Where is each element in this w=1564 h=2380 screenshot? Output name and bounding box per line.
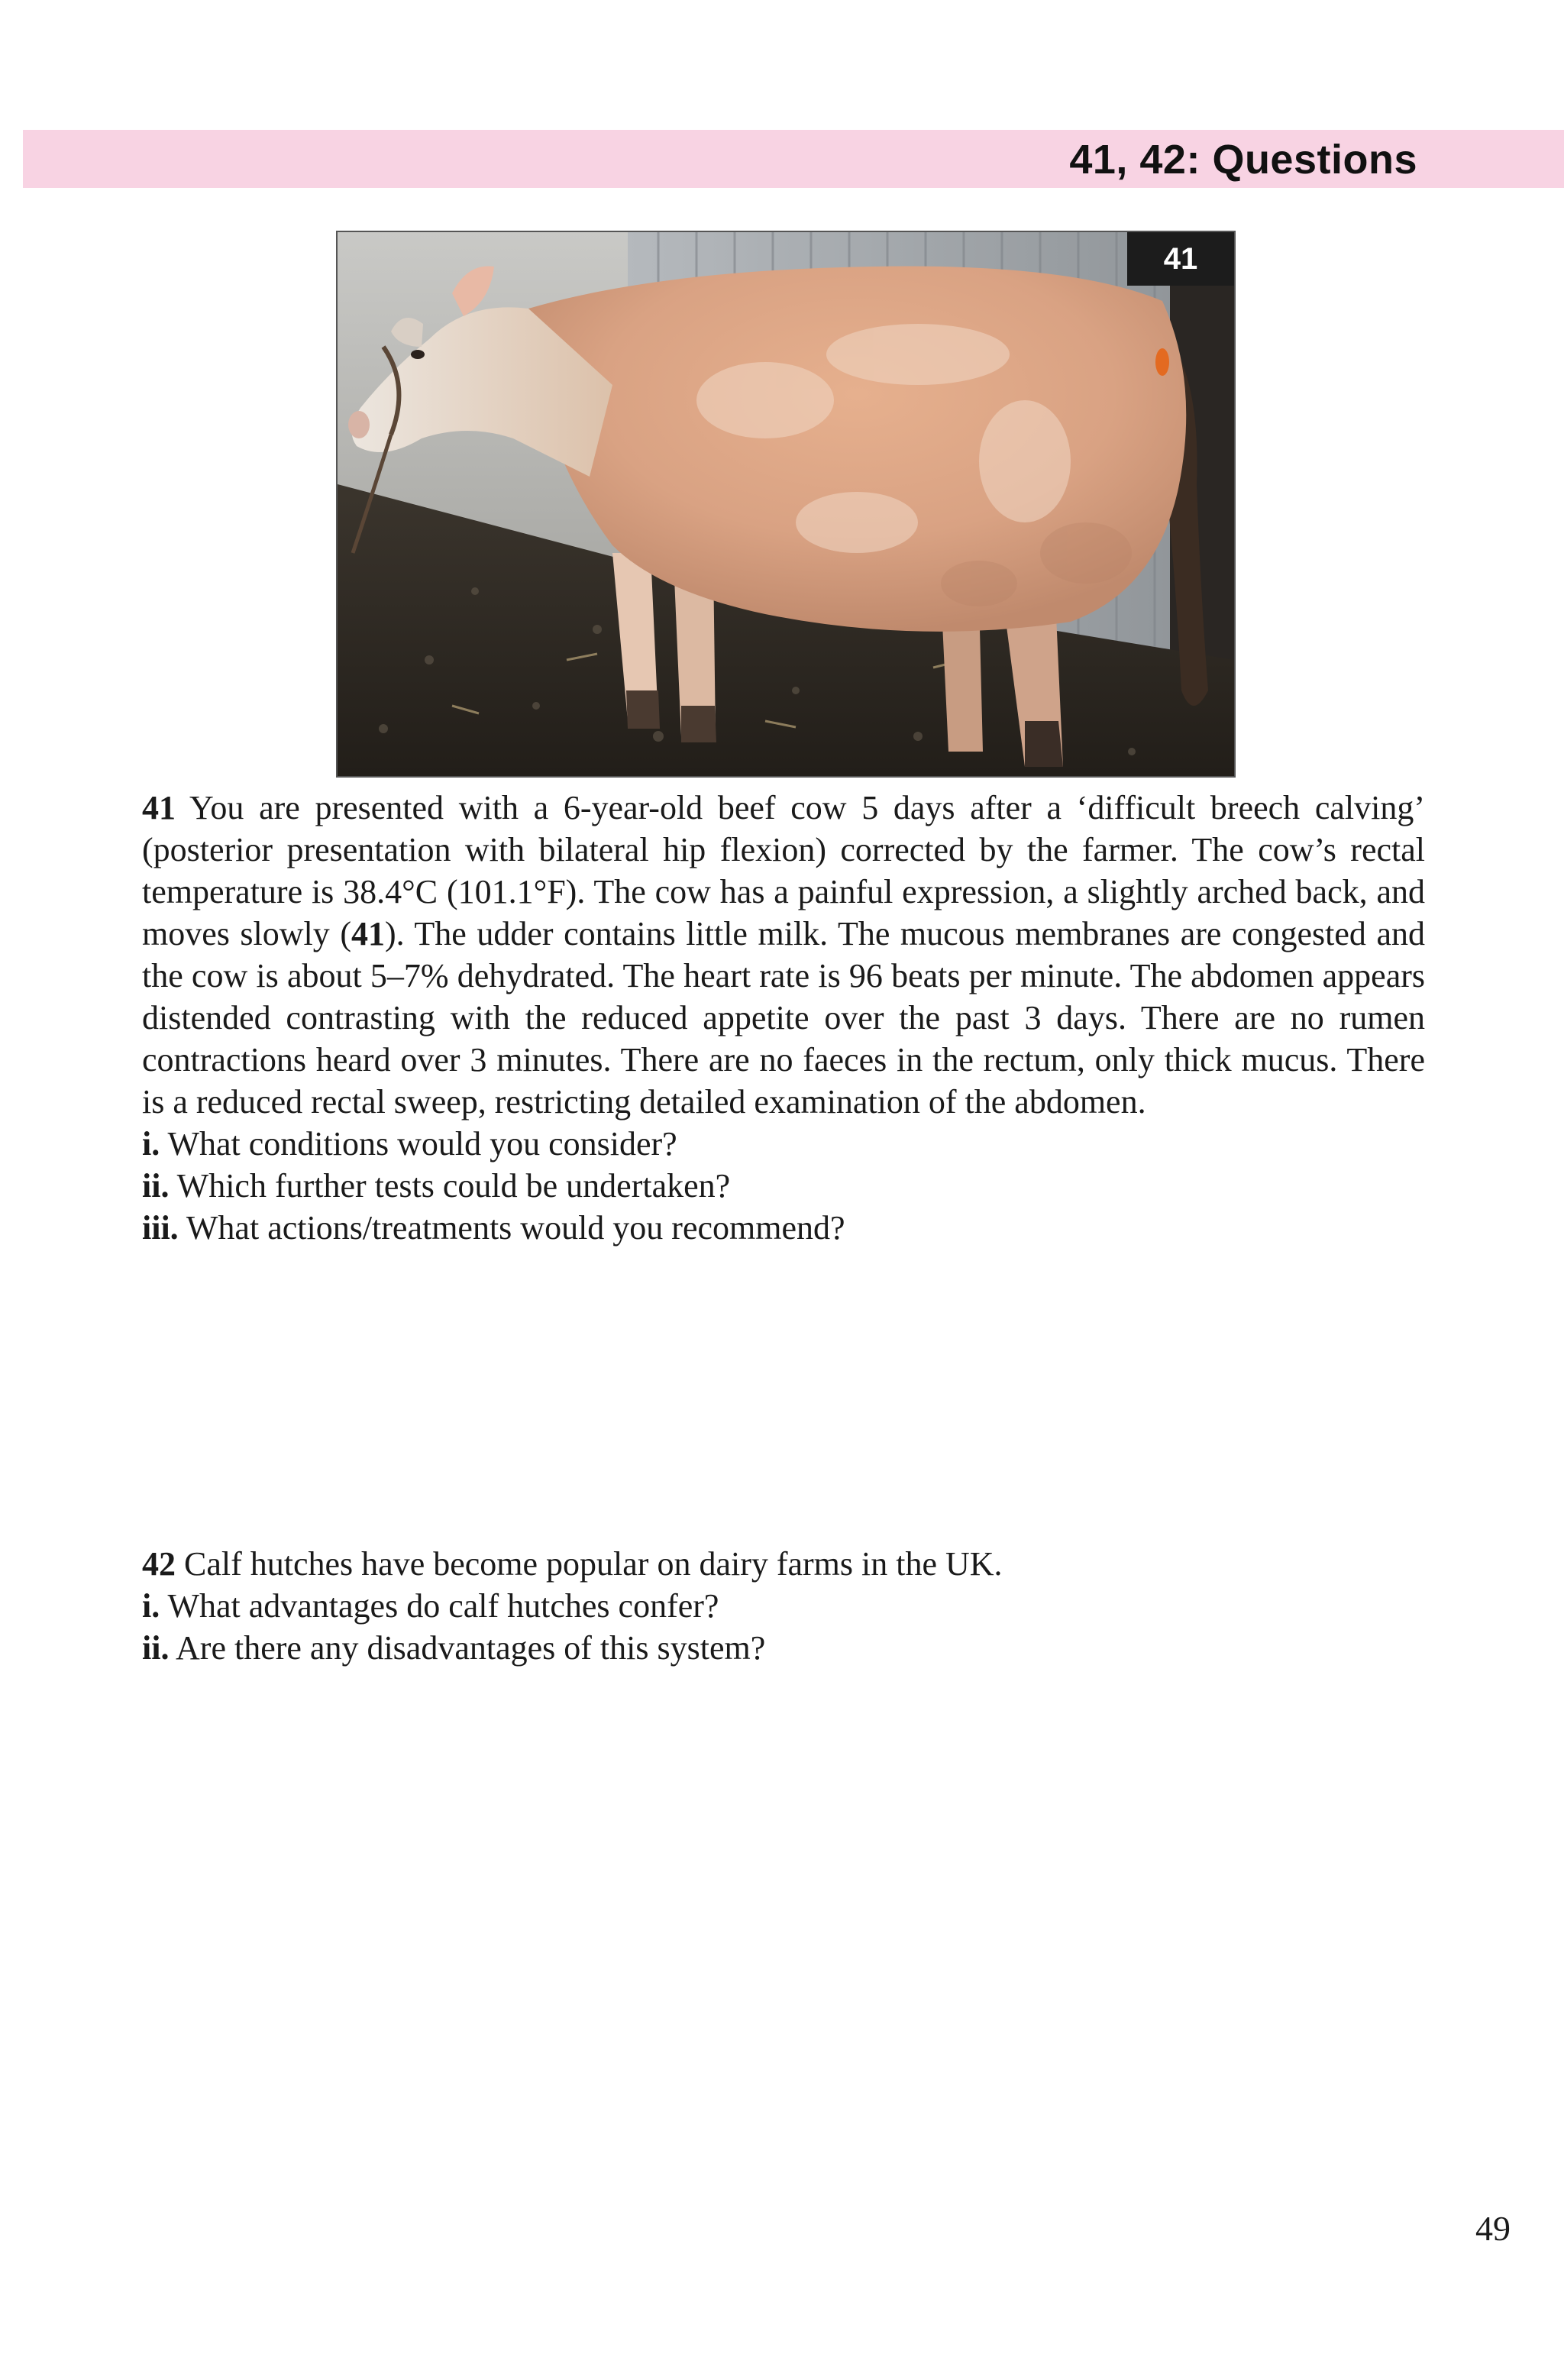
question-42-stem xyxy=(142,1543,1425,1585)
figure-number-badge: 41 xyxy=(1127,232,1234,286)
header-band xyxy=(23,130,1564,188)
item-label: iii. xyxy=(142,1209,179,1247)
item-label: i. xyxy=(142,1125,160,1163)
item-label: i. xyxy=(142,1587,160,1625)
question-41 xyxy=(142,787,1425,1249)
question-number: 41 xyxy=(142,789,176,826)
question-42-item xyxy=(142,1585,1425,1627)
item-label: ii. xyxy=(142,1629,170,1667)
figure-41 xyxy=(336,231,1236,778)
item-text: Are there any disadvantages of this system? xyxy=(176,1629,766,1667)
question-41-item xyxy=(142,1123,1425,1165)
question-41-item xyxy=(142,1165,1425,1207)
item-text: Which further tests could be undertaken? xyxy=(176,1167,731,1205)
page-number: 49 xyxy=(1475,2209,1511,2248)
question-42-item xyxy=(142,1627,1425,1669)
question-text-continued: ). The udder contains little milk. The mucous membranes are congested and the cow is about 5–7% dehydrated. The heart rate is 96 beats per minute. The abdomen appears distended contrasting with the reduced appetite over the past 3 days. There are no rumen contractions heard over 3 minutes. There are no faeces in the rectum, only thick mucus. There is a reduced rectal sweep, restricting detailed examination of the abdomen. xyxy=(142,915,1425,1120)
item-text: What conditions would you consider? xyxy=(167,1125,677,1163)
item-text: What advantages do calf hutches confer? xyxy=(167,1587,719,1625)
question-41-item xyxy=(142,1207,1425,1249)
question-text: Calf hutches have become popular on dairy farms in the UK. xyxy=(184,1545,1003,1583)
question-41-stem xyxy=(142,787,1425,1123)
question-text: You are presented with a 6-year-old beef cow 5 days after a ‘difficult breech calving’ (posterior presentation with bilateral hip flexion) corrected by the farmer. The cow’s rectal temperature is 38.4°C (101.1°F). The cow has a painful expression, a slightly arched back, and moves slowly ( xyxy=(142,789,1425,952)
question-42 xyxy=(142,1543,1425,1669)
cow-photo xyxy=(338,232,1234,776)
item-label: ii. xyxy=(142,1167,170,1205)
item-text: What actions/treatments would you recommend? xyxy=(186,1209,845,1247)
figure-reference: 41 xyxy=(351,915,385,952)
question-number: 42 xyxy=(142,1545,176,1583)
page-title: 41, 42: Questions xyxy=(1069,137,1417,183)
